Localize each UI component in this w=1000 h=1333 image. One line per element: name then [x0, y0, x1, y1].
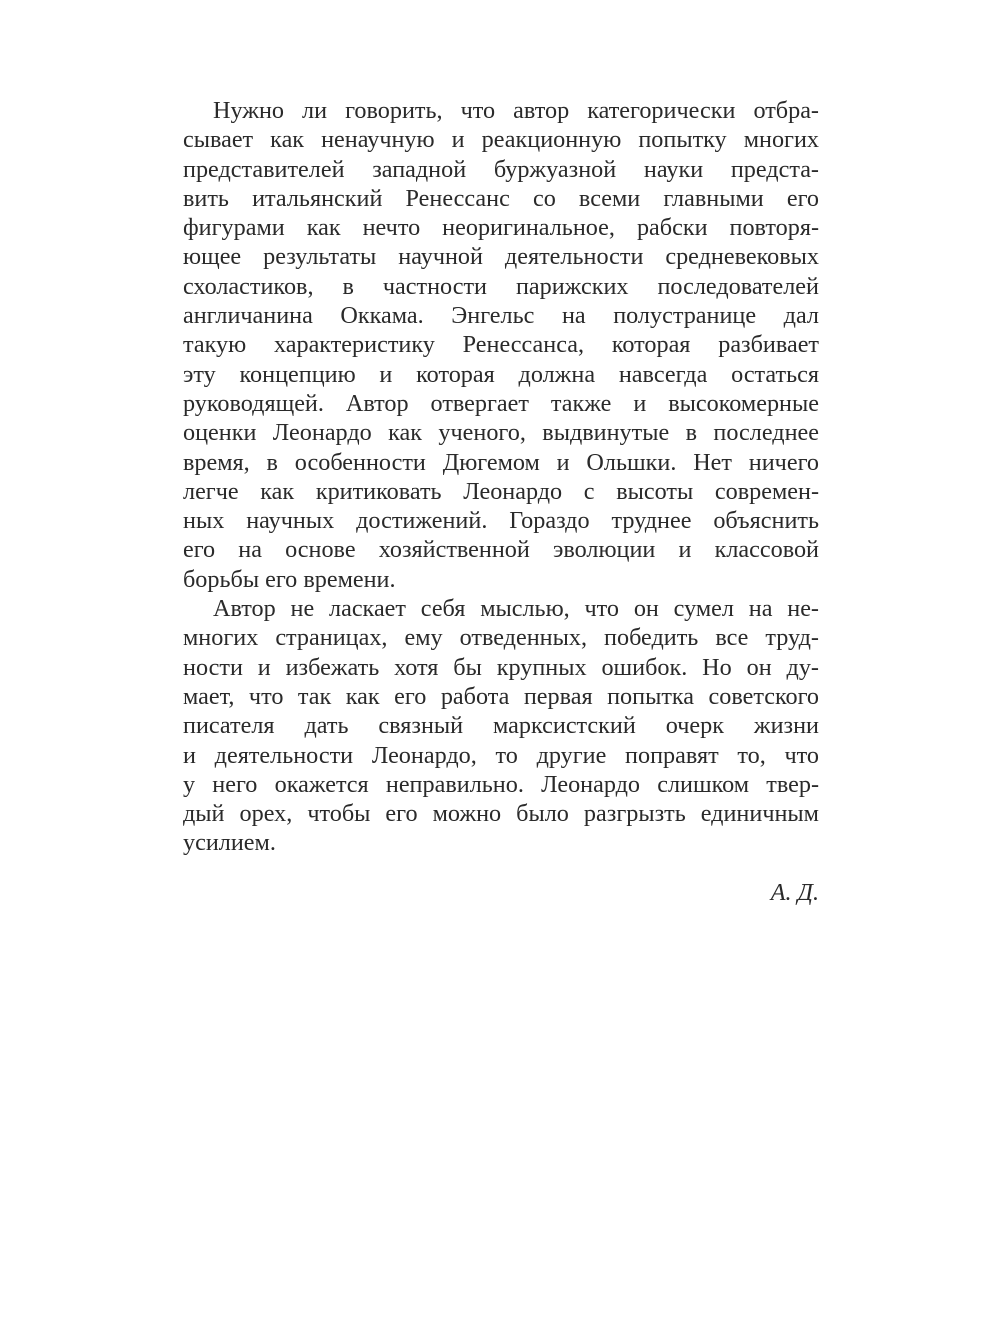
text-line: дый орех, чтобы его можно было разгрызть единичным — [183, 800, 819, 828]
text-line: писателя дать связный марксистский очерк жизни — [183, 712, 819, 740]
text-line: руководящей. Автор отвергает также и высокомерные — [183, 389, 819, 417]
text-line: ющее результаты научной деятельности средневековых — [183, 243, 819, 271]
text-line: сывает как ненаучную и реакционную попытку многих — [183, 126, 819, 154]
text-line: усилием. — [183, 829, 276, 857]
text-line: мает, что так как его работа первая попытка советского — [183, 682, 819, 710]
author-signature: А. Д. — [770, 878, 819, 906]
text-line: оценки Леонардо как ученого, выдвинутые в последнее — [183, 419, 819, 447]
text-line: ности и избежать хотя бы крупных ошибок. Но он ду- — [183, 653, 819, 681]
text-line: англичанина Оккама. Энгельс на полустранице дал — [183, 302, 819, 330]
text-line: время, в особенности Дюгемом и Ольшки. Нет ничего — [183, 448, 819, 476]
paragraph-1 — [183, 96, 819, 594]
text-line: борьбы его времени. — [183, 565, 396, 593]
text-line: фигурами как нечто неоригинальное, рабски повторя- — [183, 214, 819, 242]
text-line: Нужно ли говорить, что автор категорически отбра- — [213, 97, 819, 124]
text-line: ных научных достижений. Гораздо труднее объяснить — [183, 507, 819, 535]
text-line: схоластиков, в частности парижских последователей — [183, 272, 819, 300]
text-line: легче как критиковать Леонардо с высоты современ- — [183, 477, 819, 505]
text-line: его на основе хозяйственной эволюции и классовой — [183, 536, 819, 564]
text-line: эту концепцию и которая должна навсегда остаться — [183, 360, 819, 388]
text-line: вить итальянский Ренессанс со всеми главными его — [183, 184, 819, 212]
text-line: и деятельности Леонардо, то другие поправят то, что — [183, 741, 819, 769]
text-line: многих страницах, ему отведенных, победить все труд- — [183, 624, 819, 652]
text-line: у него окажется неправильно. Леонардо слишком твер- — [183, 770, 819, 798]
text-block — [183, 96, 819, 907]
text-line: такую характеристику Ренессанса, которая разбивает — [183, 331, 819, 359]
paragraph-2 — [183, 594, 819, 858]
text-line: Автор не ласкает себя мыслью, что он сумел на не- — [213, 595, 819, 623]
text-line: представителей западной буржуазной науки предста- — [183, 155, 819, 183]
